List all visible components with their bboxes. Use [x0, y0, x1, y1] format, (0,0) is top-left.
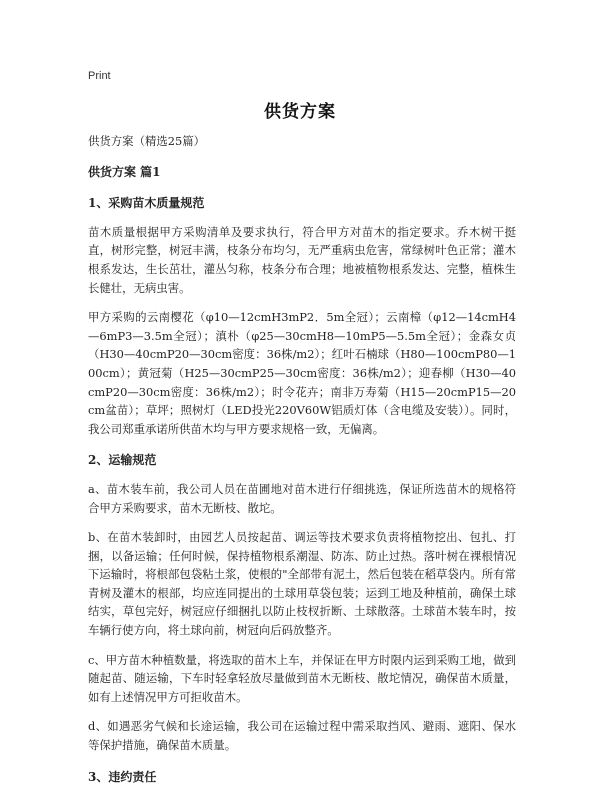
paragraph: a、苗木装车前，我公司人员在苗圃地对苗木进行仔细挑选，保证所选苗木的规格符合甲方采购要求，苗木无断枝、散坨。 — [88, 481, 516, 515]
document-body — [88, 132, 516, 786]
paragraph: d、如遇恶劣气候和长途运输，我公司在运输过程中需采取挡风、避雨、遮阳、保水等保护措施，确保苗木质量。 — [88, 719, 516, 753]
section-heading: 2、运输规范 — [88, 453, 157, 468]
paragraph: b、在苗木装卸时，由园艺人员按起苗、调运等技术要求负责将植物挖出、包扎、打捆，以备运输；任何时候，保持植物根系潮湿、防冻、防止过热。落叶树在裸根情况下运输时，将根部包袋粘土浆，使根的"全部带有泥土，然后包装在稻草袋内。所有常青树及灌木的根部，均应连同提出的土球用草袋包装；运到工地及种植前，确保土球结实，草包完好，树冠应仔细捆扎以防止枝杈折断、土球散落。土球苗木装车时，按车辆行使方向，将土球向前，树冠向后码放整齐。 — [88, 530, 516, 638]
print-label: Print — [88, 70, 111, 82]
section-heading: 3、违约责任 — [88, 769, 157, 784]
paragraph: 甲方采购的云南樱花（φ10—12cmH3mP2．5m全冠）；云南樟（φ12—14cmH4—6mP3—3.5m全冠）；滇朴（φ25—30cmH8—10mP5—5.5m全冠）；金森女贞（H30—40cmP20—30cm密度：36株/m2）；红叶石楠球（H80—100cmP80—100cm）；黄冠菊（H25—30cmP25—30cm密度：36株/m2）；迎春柳（H30—40cmP20—30cm密度：36株/m2）；时令花卉；南非万寿菊（H15—20cmP15—20cm盆苗）；草坪；照树灯（LED投光220V60W铝质灯体（含电缆及安装））。同时，我公司郑重承诺所供苗木均与甲方要求规格一致，无偏离。 — [88, 310, 516, 436]
chapter-heading: 供货方案 篇1 — [88, 164, 161, 179]
page-title: 供货方案 — [264, 102, 336, 122]
paragraph: c、甲方苗木种植数量，将选取的苗木上车，并保证在甲方时限内运到采购工地，做到随起苗、随运输，下车时轻拿轻放尽量做到苗木无断枝、散坨情况，确保苗木质量，如有上述情况甲方可拒收苗木。 — [88, 652, 516, 704]
section-heading: 1、采购苗木质量规范 — [88, 196, 205, 211]
paragraph: 苗木质量根据甲方采购清单及要求执行，符合甲方对苗木的指定要求。乔木树干挺直，树形完整，树冠丰满，枝条分布均匀，无严重病虫危害，常绿树叶色正常；灌木根系发达，生长茁壮，灌丛匀称，枝条分布合理；地被植物根系发达、完整，植株生长健壮，无病虫害。 — [88, 224, 516, 295]
document-subtitle: 供货方案（精选25篇） — [88, 134, 206, 148]
